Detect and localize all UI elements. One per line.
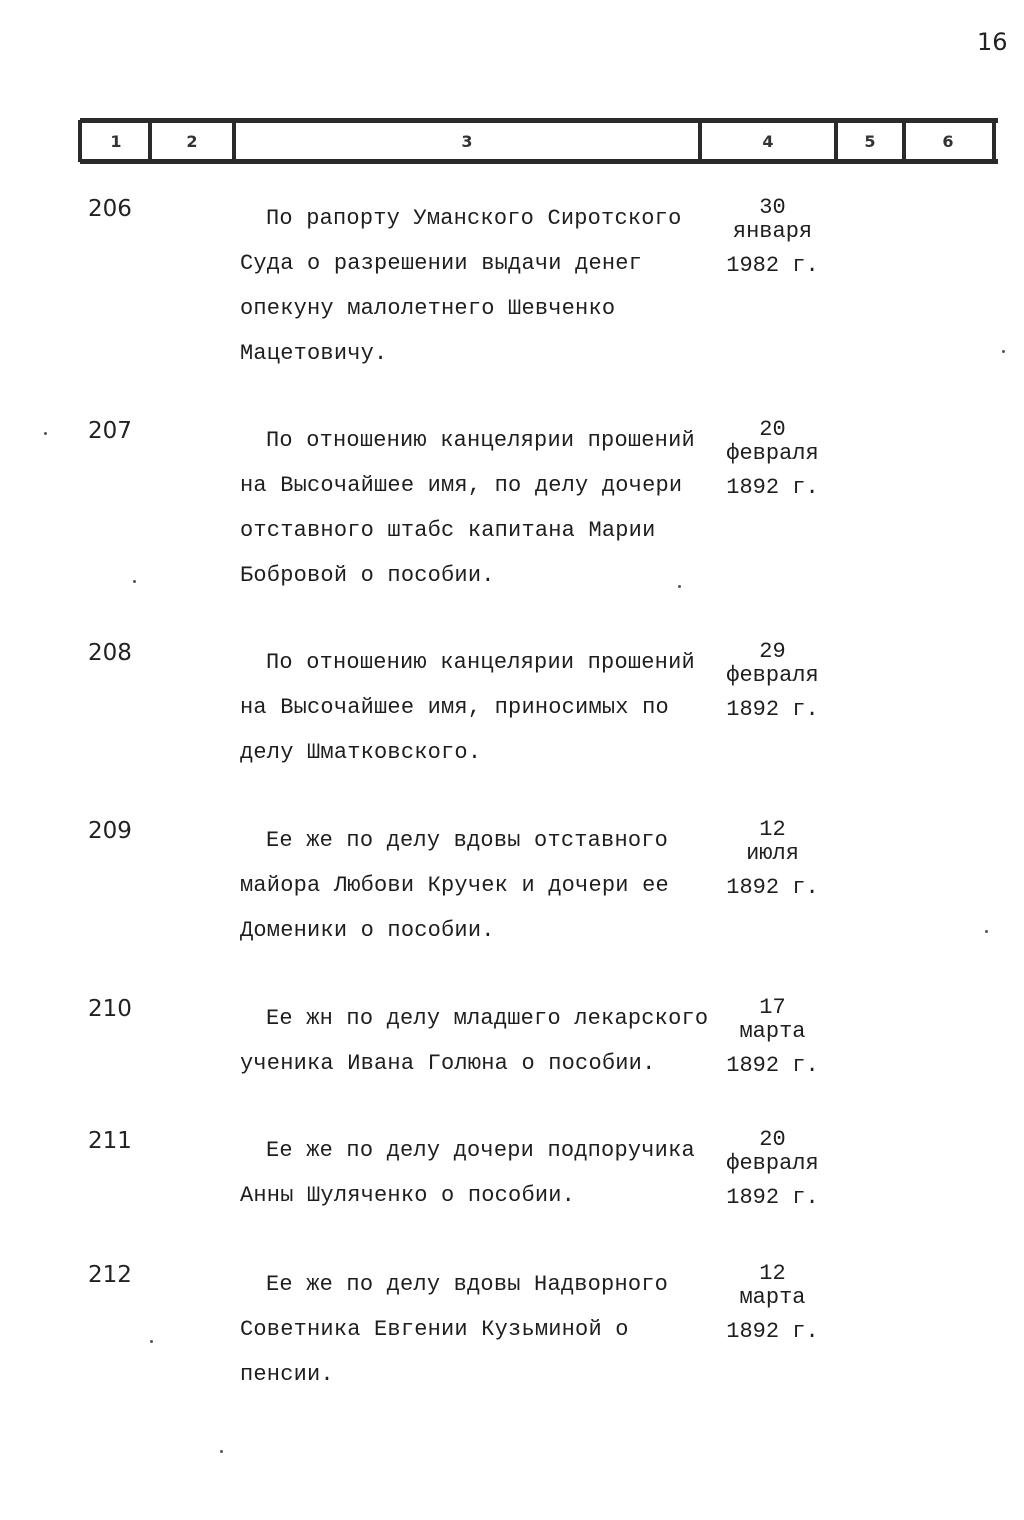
date-month: марта xyxy=(739,1019,806,1044)
date-day: 12 xyxy=(759,1261,786,1286)
entry-description: Ее же по делу вдовы Надворного Советника Евгении Кузьминой о пенсии. xyxy=(240,1272,669,1387)
date-day: 20 xyxy=(759,417,786,442)
column-divider xyxy=(992,120,996,162)
scan-speck xyxy=(44,432,47,435)
date-year: 1892 г. xyxy=(726,1319,819,1344)
entry-date xyxy=(715,196,830,278)
date-month: января xyxy=(732,219,813,244)
column-header-3: 3 xyxy=(461,131,473,151)
scan-speck xyxy=(133,580,136,583)
column-header-5: 5 xyxy=(864,131,876,151)
entry-number: 211 xyxy=(88,1128,132,1154)
entry-description: По отношению канцелярии прошений на Высочайшее имя, по делу дочери отставного штабс капитана Марии Бобровой о пособии. xyxy=(240,428,695,588)
entry-number: 210 xyxy=(88,996,132,1022)
date-year: 1982 г. xyxy=(726,253,819,278)
scan-speck xyxy=(1002,350,1005,353)
column-header-4: 4 xyxy=(762,131,774,151)
date-month: февраля xyxy=(726,663,819,688)
entry-number: 208 xyxy=(88,640,132,666)
column-header-1: 1 xyxy=(110,131,122,151)
entry-number: 209 xyxy=(88,818,132,844)
entry-date xyxy=(715,418,830,500)
date-month: марта xyxy=(739,1285,806,1310)
date-day: 29 xyxy=(759,639,786,664)
entry-number: 207 xyxy=(88,418,132,444)
date-month: февраля xyxy=(726,1151,819,1176)
scan-speck xyxy=(150,1340,153,1343)
entry-description: По рапорту Уманского Сиротского Суда о разрешении выдачи денег опекуну малолетнего Шевченко Мацетовичу. xyxy=(240,206,682,366)
entry-date xyxy=(715,640,830,722)
date-month: февраля xyxy=(726,441,819,466)
column-header-bar xyxy=(80,118,998,164)
date-year: 1892 г. xyxy=(726,697,819,722)
date-month: июля xyxy=(746,841,799,866)
entry-description: По отношению канцелярии прошений на Высочайшее имя, приносимых по делу Шматковского. xyxy=(240,650,695,765)
date-year: 1892 г. xyxy=(726,875,819,900)
date-day: 12 xyxy=(759,817,786,842)
scan-speck xyxy=(678,585,681,588)
date-day: 20 xyxy=(759,1127,786,1152)
scan-speck xyxy=(220,1450,223,1453)
entry-date xyxy=(715,996,830,1078)
date-day: 17 xyxy=(759,995,786,1020)
column-divider xyxy=(78,120,82,162)
scan-speck xyxy=(985,930,988,933)
date-year: 1892 г. xyxy=(726,475,819,500)
page-number: 16 xyxy=(977,28,1008,56)
entry-date xyxy=(715,818,830,900)
date-year: 1892 г. xyxy=(726,1185,819,1210)
date-year: 1892 г. xyxy=(726,1053,819,1078)
entry-date xyxy=(715,1262,830,1344)
entry-description: Ее жн по делу младшего лекарского ученика Ивана Голюна о пособии. xyxy=(240,1006,709,1076)
column-header-6: 6 xyxy=(942,131,954,151)
entry-number: 212 xyxy=(88,1262,132,1288)
entry-description: Ее же по делу дочери подпоручика Анны Шуляченко о пособии. xyxy=(240,1138,695,1208)
entry-date xyxy=(715,1128,830,1210)
date-day: 30 xyxy=(759,195,786,220)
entry-number: 206 xyxy=(88,196,132,222)
column-header-2: 2 xyxy=(186,131,198,151)
entry-description: Ее же по делу вдовы отставного майора Любови Кручек и дочери ее Доменики о пособии. xyxy=(240,828,669,943)
